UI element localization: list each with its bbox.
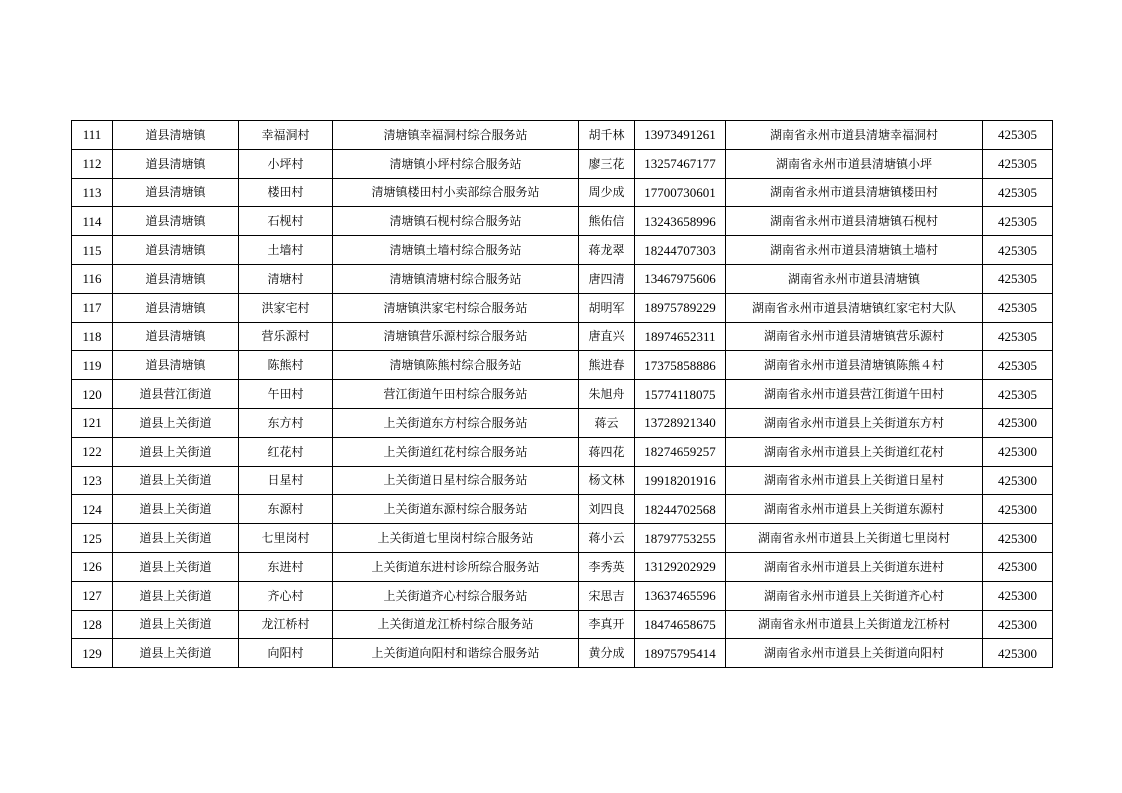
village-cell: 七里岗村 [239, 524, 333, 553]
address-cell: 湖南省永州市道县清塘镇 [726, 264, 983, 293]
contact-cell: 蒋四花 [579, 437, 635, 466]
table-row [72, 264, 1053, 293]
station-cell: 上关街道七里岗村综合服务站 [333, 524, 579, 553]
station-cell: 清塘镇小坪村综合服务站 [333, 149, 579, 178]
contact-cell: 蒋龙翠 [579, 236, 635, 265]
postcode-cell: 425300 [983, 408, 1053, 437]
row-number: 126 [72, 552, 113, 581]
village-cell: 石枧村 [239, 207, 333, 236]
postcode-cell: 425305 [983, 178, 1053, 207]
town-cell: 道县清塘镇 [113, 207, 239, 236]
address-cell: 湖南省永州市道县上关街道七里岗村 [726, 524, 983, 553]
village-cell: 楼田村 [239, 178, 333, 207]
town-cell: 道县上关街道 [113, 552, 239, 581]
row-number: 118 [72, 322, 113, 351]
town-cell: 道县清塘镇 [113, 293, 239, 322]
station-cell: 上关街道东源村综合服务站 [333, 495, 579, 524]
postcode-cell: 425305 [983, 207, 1053, 236]
town-cell: 道县上关街道 [113, 466, 239, 495]
village-cell: 东进村 [239, 552, 333, 581]
service-station-table [71, 120, 1053, 668]
postcode-cell: 425305 [983, 380, 1053, 409]
village-cell: 小坪村 [239, 149, 333, 178]
postcode-cell: 425305 [983, 264, 1053, 293]
row-number: 115 [72, 236, 113, 265]
town-cell: 道县清塘镇 [113, 322, 239, 351]
address-cell: 湖南省永州市道县上关街道东方村 [726, 408, 983, 437]
town-cell: 道县清塘镇 [113, 236, 239, 265]
row-number: 123 [72, 466, 113, 495]
address-cell: 湖南省永州市道县清塘镇楼田村 [726, 178, 983, 207]
address-cell: 湖南省永州市道县上关街道向阳村 [726, 639, 983, 668]
contact-cell: 李真开 [579, 610, 635, 639]
row-number: 114 [72, 207, 113, 236]
row-number: 124 [72, 495, 113, 524]
address-cell: 湖南省永州市道县上关街道东进村 [726, 552, 983, 581]
phone-cell: 18975795414 [635, 639, 726, 668]
row-number: 122 [72, 437, 113, 466]
table-row [72, 380, 1053, 409]
town-cell: 道县营江街道 [113, 380, 239, 409]
row-number: 111 [72, 121, 113, 150]
town-cell: 道县上关街道 [113, 639, 239, 668]
station-cell: 上关街道龙江桥村综合服务站 [333, 610, 579, 639]
table-body [72, 121, 1053, 668]
table-row [72, 437, 1053, 466]
row-number: 112 [72, 149, 113, 178]
address-cell: 湖南省永州市道县清塘镇小坪 [726, 149, 983, 178]
phone-cell: 18274659257 [635, 437, 726, 466]
postcode-cell: 425300 [983, 552, 1053, 581]
station-cell: 上关街道东进村诊所综合服务站 [333, 552, 579, 581]
phone-cell: 18975789229 [635, 293, 726, 322]
table-row [72, 322, 1053, 351]
address-cell: 湖南省永州市道县上关街道龙江桥村 [726, 610, 983, 639]
village-cell: 午田村 [239, 380, 333, 409]
contact-cell: 黄分成 [579, 639, 635, 668]
row-number: 117 [72, 293, 113, 322]
station-cell: 上关街道日星村综合服务站 [333, 466, 579, 495]
postcode-cell: 425300 [983, 639, 1053, 668]
table-row [72, 610, 1053, 639]
phone-cell: 13257467177 [635, 149, 726, 178]
village-cell: 营乐源村 [239, 322, 333, 351]
station-cell: 营江街道午田村综合服务站 [333, 380, 579, 409]
address-cell: 湖南省永州市道县上关街道齐心村 [726, 581, 983, 610]
village-cell: 清塘村 [239, 264, 333, 293]
table-row [72, 293, 1053, 322]
contact-cell: 李秀英 [579, 552, 635, 581]
village-cell: 龙江桥村 [239, 610, 333, 639]
village-cell: 陈熊村 [239, 351, 333, 380]
postcode-cell: 425305 [983, 149, 1053, 178]
phone-cell: 18244702568 [635, 495, 726, 524]
station-cell: 清塘镇土墙村综合服务站 [333, 236, 579, 265]
contact-cell: 唐直兴 [579, 322, 635, 351]
contact-cell: 熊进春 [579, 351, 635, 380]
contact-cell: 刘四良 [579, 495, 635, 524]
station-cell: 清塘镇清塘村综合服务站 [333, 264, 579, 293]
table-row [72, 466, 1053, 495]
town-cell: 道县清塘镇 [113, 351, 239, 380]
contact-cell: 胡明军 [579, 293, 635, 322]
village-cell: 红花村 [239, 437, 333, 466]
station-cell: 清塘镇营乐源村综合服务站 [333, 322, 579, 351]
village-cell: 东方村 [239, 408, 333, 437]
row-number: 116 [72, 264, 113, 293]
contact-cell: 熊佑信 [579, 207, 635, 236]
postcode-cell: 425305 [983, 121, 1053, 150]
postcode-cell: 425305 [983, 236, 1053, 265]
phone-cell: 18797753255 [635, 524, 726, 553]
town-cell: 道县上关街道 [113, 437, 239, 466]
phone-cell: 17375858886 [635, 351, 726, 380]
address-cell: 湖南省永州市道县清塘镇营乐源村 [726, 322, 983, 351]
row-number: 113 [72, 178, 113, 207]
contact-cell: 宋思吉 [579, 581, 635, 610]
phone-cell: 13243658996 [635, 207, 726, 236]
station-cell: 清塘镇陈熊村综合服务站 [333, 351, 579, 380]
station-cell: 上关街道齐心村综合服务站 [333, 581, 579, 610]
village-cell: 土墙村 [239, 236, 333, 265]
village-cell: 洪家宅村 [239, 293, 333, 322]
row-number: 121 [72, 408, 113, 437]
phone-cell: 15774118075 [635, 380, 726, 409]
table-row [72, 495, 1053, 524]
village-cell: 日星村 [239, 466, 333, 495]
address-cell: 湖南省永州市道县上关街道东源村 [726, 495, 983, 524]
postcode-cell: 425300 [983, 524, 1053, 553]
phone-cell: 18244707303 [635, 236, 726, 265]
row-number: 128 [72, 610, 113, 639]
phone-cell: 19918201916 [635, 466, 726, 495]
row-number: 129 [72, 639, 113, 668]
village-cell: 东源村 [239, 495, 333, 524]
table-row [72, 236, 1053, 265]
station-cell: 清塘镇洪家宅村综合服务站 [333, 293, 579, 322]
station-cell: 清塘镇楼田村小卖部综合服务站 [333, 178, 579, 207]
village-cell: 向阳村 [239, 639, 333, 668]
station-cell: 上关街道向阳村和谐综合服务站 [333, 639, 579, 668]
postcode-cell: 425305 [983, 322, 1053, 351]
station-cell: 上关街道红花村综合服务站 [333, 437, 579, 466]
contact-cell: 朱旭舟 [579, 380, 635, 409]
row-number: 125 [72, 524, 113, 553]
village-cell: 幸福洞村 [239, 121, 333, 150]
town-cell: 道县清塘镇 [113, 264, 239, 293]
town-cell: 道县上关街道 [113, 610, 239, 639]
address-cell: 湖南省永州市道县清塘镇陈熊４村 [726, 351, 983, 380]
table-row [72, 581, 1053, 610]
postcode-cell: 425305 [983, 293, 1053, 322]
postcode-cell: 425300 [983, 610, 1053, 639]
town-cell: 道县清塘镇 [113, 121, 239, 150]
town-cell: 道县清塘镇 [113, 149, 239, 178]
town-cell: 道县上关街道 [113, 581, 239, 610]
phone-cell: 13467975606 [635, 264, 726, 293]
postcode-cell: 425300 [983, 495, 1053, 524]
phone-cell: 13637465596 [635, 581, 726, 610]
phone-cell: 13728921340 [635, 408, 726, 437]
postcode-cell: 425305 [983, 351, 1053, 380]
phone-cell: 13973491261 [635, 121, 726, 150]
table-row [72, 524, 1053, 553]
address-cell: 湖南省永州市道县上关街道日星村 [726, 466, 983, 495]
postcode-cell: 425300 [983, 437, 1053, 466]
phone-cell: 18974652311 [635, 322, 726, 351]
table-row [72, 178, 1053, 207]
table-row [72, 121, 1053, 150]
table-row [72, 351, 1053, 380]
address-cell: 湖南省永州市道县清塘幸福洞村 [726, 121, 983, 150]
contact-cell: 杨文林 [579, 466, 635, 495]
postcode-cell: 425300 [983, 581, 1053, 610]
contact-cell: 周少成 [579, 178, 635, 207]
town-cell: 道县清塘镇 [113, 178, 239, 207]
table-row [72, 639, 1053, 668]
row-number: 119 [72, 351, 113, 380]
phone-cell: 13129202929 [635, 552, 726, 581]
station-cell: 上关街道东方村综合服务站 [333, 408, 579, 437]
table-row [72, 149, 1053, 178]
address-cell: 湖南省永州市道县清塘镇红家宅村大队 [726, 293, 983, 322]
phone-cell: 17700730601 [635, 178, 726, 207]
contact-cell: 廖三花 [579, 149, 635, 178]
contact-cell: 蒋小云 [579, 524, 635, 553]
table-row [72, 408, 1053, 437]
table-row [72, 207, 1053, 236]
station-cell: 清塘镇幸福洞村综合服务站 [333, 121, 579, 150]
town-cell: 道县上关街道 [113, 408, 239, 437]
row-number: 120 [72, 380, 113, 409]
contact-cell: 胡千林 [579, 121, 635, 150]
address-cell: 湖南省永州市道县营江街道午田村 [726, 380, 983, 409]
address-cell: 湖南省永州市道县清塘镇石枧村 [726, 207, 983, 236]
row-number: 127 [72, 581, 113, 610]
postcode-cell: 425300 [983, 466, 1053, 495]
town-cell: 道县上关街道 [113, 524, 239, 553]
village-cell: 齐心村 [239, 581, 333, 610]
address-cell: 湖南省永州市道县清塘镇土墙村 [726, 236, 983, 265]
table-row [72, 552, 1053, 581]
phone-cell: 18474658675 [635, 610, 726, 639]
contact-cell: 唐四清 [579, 264, 635, 293]
contact-cell: 蒋云 [579, 408, 635, 437]
address-cell: 湖南省永州市道县上关街道红花村 [726, 437, 983, 466]
station-cell: 清塘镇石枧村综合服务站 [333, 207, 579, 236]
town-cell: 道县上关街道 [113, 495, 239, 524]
